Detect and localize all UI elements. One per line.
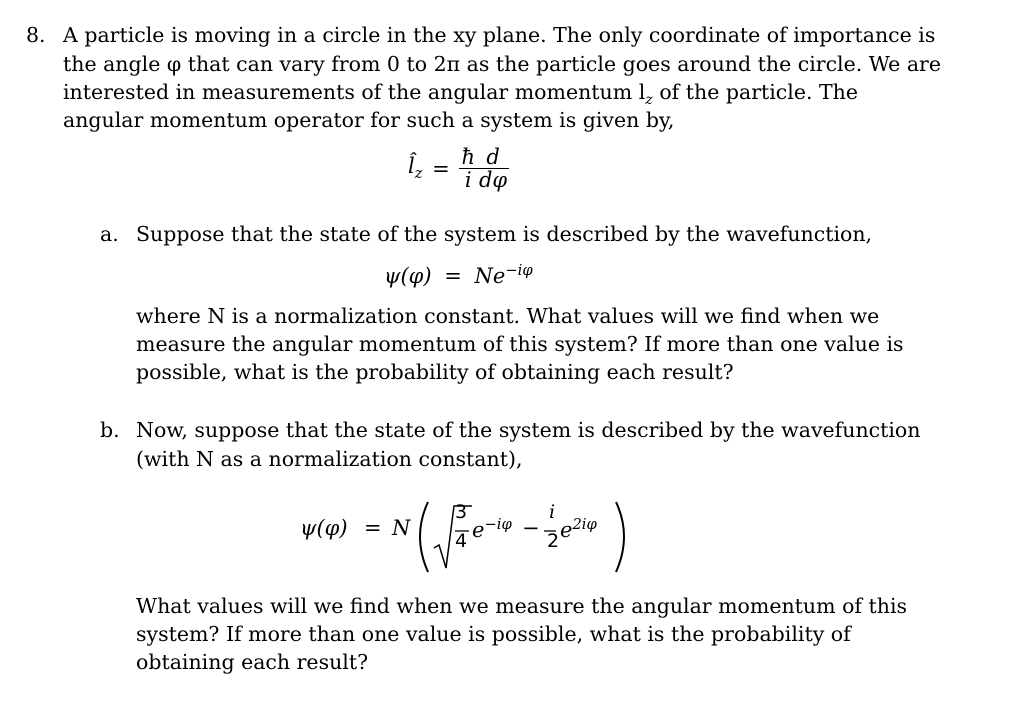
d-over-dphi: $\frac{d}{d\varphi}$ <box>478 145 508 192</box>
operator-equation: $l̂_z$ = $\frac{ħ}{i}$ $\frac{d}{d\varphi}$ <box>408 145 508 192</box>
sqrt-numerator: 3 <box>455 501 468 523</box>
part-b-label: b. <box>100 418 120 442</box>
part-a-line-2: where N is a normalization constant. What values will we find when we <box>136 304 880 328</box>
term2: $e^{2i\varphi}$ <box>560 516 597 542</box>
sqrt-denominator: 4 <box>455 530 468 552</box>
part-b-line-1: Now, suppose that the state of the system is described by the wavefunction <box>136 418 921 442</box>
part-a-line-3: measure the angular momentum of this system? If more than one value is <box>136 332 904 356</box>
intro-line-1: A particle is moving in a circle in the xy plane. The only coordinate of importance is <box>63 23 936 47</box>
part-b-line-5: obtaining each result? <box>136 650 369 674</box>
part-a-wavefunction: $\psi(\varphi) = Ne^{-i\varphi}$ <box>384 262 533 288</box>
part-b-line-2: (with N as a normalization constant), <box>136 447 523 471</box>
part-a-line-1: Suppose that the state of the system is described by the wavefunction, <box>136 222 873 246</box>
problem-number: 8. <box>26 23 46 47</box>
frac2-numerator: i <box>549 501 556 523</box>
right-paren <box>616 502 624 572</box>
part-b-line-3: What values will we find when we measure the angular momentum of this <box>136 594 908 618</box>
part-b-wavefunction: ψ(φ) = N 3 4 $e^{-i\varphi}$ − i 2 $e^{2i\varphi}$ <box>300 496 640 576</box>
part-a-line-4: possible, what is the probability of obtaining each result? <box>136 360 734 384</box>
left-paren <box>420 502 428 572</box>
frac2-denominator: 2 <box>547 530 560 552</box>
part-a-label: a. <box>100 222 119 246</box>
intro-line-2: the angle φ that can vary from 0 to 2π as the particle goes around the circle. We are <box>63 52 941 76</box>
intro-line-3: interested in measurements of the angular momentum $l_z$ of the particle. The <box>63 80 859 109</box>
hbar-over-i: $\frac{ħ}{i}$ <box>461 145 475 192</box>
part-b-line-4: system? If more than one value is possible, what is the probability of <box>136 622 851 646</box>
intro-line-4: angular momentum operator for such a system is given by, <box>63 108 675 132</box>
term1: $e^{-i\varphi}$ <box>472 516 512 542</box>
